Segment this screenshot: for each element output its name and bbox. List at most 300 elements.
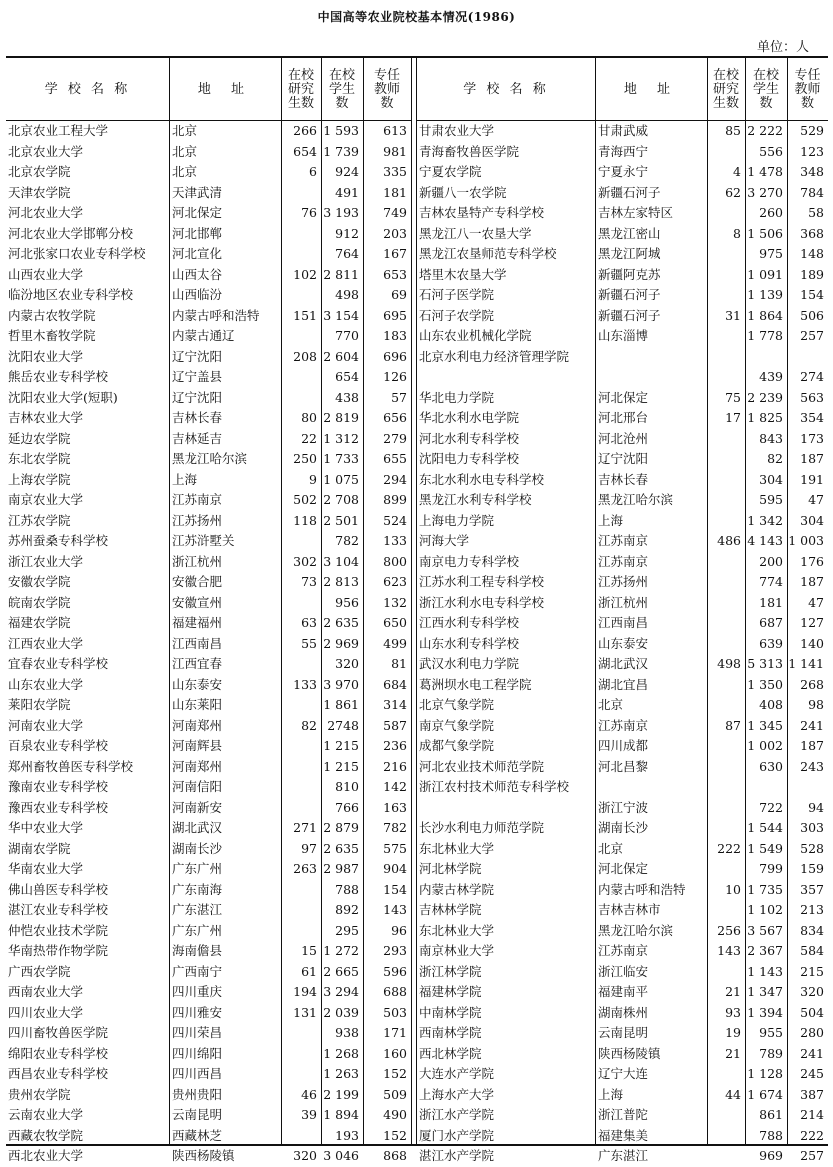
table-header-left — [6, 58, 411, 121]
school-name: 石河子医学院 — [419, 287, 495, 302]
school-name: 仲恺农业技术学院 — [8, 922, 109, 938]
school-name: 云南农业大学 — [8, 1107, 84, 1122]
school-address: 黑龙江哈尔滨 — [598, 922, 674, 938]
student-count: 1 143 — [747, 963, 783, 979]
student-count: 2 199 — [323, 1086, 359, 1102]
grad-count: 19 — [725, 1025, 741, 1040]
school-name: 北京气象学院 — [419, 697, 495, 712]
table-body-left — [6, 121, 411, 1167]
student-count: 789 — [759, 1045, 783, 1061]
school-name: 华中农业大学 — [8, 820, 84, 835]
school-address: 新疆石河子 — [598, 287, 661, 302]
student-count: 2 811 — [323, 266, 359, 282]
teacher-count: 98 — [808, 697, 824, 712]
school-name: 湖南农学院 — [8, 840, 71, 856]
school-address: 安徽宣州 — [172, 594, 223, 610]
student-count: 1 102 — [747, 902, 783, 917]
grad-count: 266 — [293, 123, 317, 138]
school-name: 上海电力学院 — [419, 512, 495, 528]
teacher-count: 148 — [800, 246, 824, 261]
school-address: 河南郑州 — [172, 717, 223, 733]
school-name: 华南农业大学 — [8, 861, 84, 876]
header-grad-right: 在校研究生数 — [712, 67, 739, 111]
school-address: 浙江杭州 — [172, 553, 223, 569]
table-row — [417, 941, 828, 962]
teacher-count: 695 — [383, 307, 407, 323]
school-address: 河北邢台 — [598, 410, 649, 425]
table-header-right — [417, 58, 828, 121]
table-row — [417, 183, 828, 204]
student-count: 1 075 — [323, 471, 359, 487]
school-address: 甘肃武威 — [598, 123, 649, 138]
school-address: 海南儋县 — [172, 943, 223, 958]
grad-count: 271 — [293, 820, 317, 835]
student-count: 1 825 — [747, 410, 783, 425]
table-row — [417, 1044, 828, 1065]
school-address: 内蒙古呼和浩特 — [598, 881, 686, 897]
table-row — [417, 921, 828, 942]
school-address: 吉林吉林市 — [598, 902, 661, 917]
school-name: 贵州农学院 — [8, 1086, 71, 1102]
table-row — [417, 1126, 828, 1147]
table-row — [6, 1126, 411, 1147]
table-row — [6, 1146, 411, 1167]
school-address: 河北保定 — [598, 861, 649, 876]
table-row — [6, 941, 411, 962]
school-name: 河北水利专科学校 — [419, 430, 520, 446]
table-row — [6, 1085, 411, 1106]
student-count: 2 222 — [747, 123, 783, 138]
school-name: 北京农业工程大学 — [8, 123, 109, 138]
student-count: 1 506 — [747, 225, 783, 241]
student-count: 1 733 — [323, 451, 359, 466]
student-count: 3 046 — [323, 1148, 359, 1163]
table-row — [6, 285, 411, 306]
school-address: 浙江临安 — [598, 963, 649, 979]
teacher-count: 623 — [383, 574, 407, 589]
school-address: 福建南平 — [598, 984, 649, 999]
school-name: 四川农业大学 — [8, 1004, 84, 1020]
student-count: 1 894 — [323, 1107, 359, 1122]
table-row — [417, 593, 828, 614]
school-address: 山东泰安 — [172, 676, 223, 692]
student-count: 969 — [759, 1148, 783, 1163]
table-row — [6, 121, 411, 142]
school-name: 沈阳农业大学(短职) — [8, 389, 118, 405]
school-name: 沈阳电力专科学校 — [419, 451, 520, 466]
grad-count: 39 — [301, 1107, 317, 1122]
student-count: 975 — [759, 246, 783, 261]
header-name: 学 校 名 称 — [44, 81, 131, 97]
student-count: 912 — [335, 225, 359, 241]
school-name: 湛江水产学院 — [419, 1148, 495, 1163]
student-count: 1 268 — [323, 1045, 359, 1061]
school-name: 吉林农垦特产专科学校 — [419, 205, 545, 220]
grad-count: 208 — [293, 348, 317, 364]
table-row — [6, 1064, 411, 1085]
table-row — [6, 490, 411, 511]
table-left-half — [6, 58, 411, 1163]
school-address: 山东淄博 — [598, 328, 649, 343]
school-address: 黑龙江哈尔滨 — [172, 451, 248, 466]
school-name: 哲里木畜牧学院 — [8, 328, 96, 343]
table-row — [6, 859, 411, 880]
student-count: 956 — [335, 594, 359, 610]
table-row — [6, 265, 411, 286]
student-count: 1 263 — [323, 1066, 359, 1081]
school-name: 南京农业大学 — [8, 492, 84, 507]
teacher-count: 143 — [383, 902, 407, 917]
school-address: 湖南长沙 — [598, 820, 649, 835]
school-address: 广东湛江 — [598, 1148, 649, 1163]
school-name: 东北林业大学 — [419, 922, 495, 938]
school-name: 华北电力学院 — [419, 389, 495, 405]
student-count: 5 313 — [747, 656, 783, 671]
grad-count: 320 — [293, 1148, 317, 1163]
school-name: 葛洲坝水电工程学院 — [419, 676, 532, 692]
grad-count: 486 — [717, 533, 741, 548]
teacher-count: 241 — [800, 1045, 824, 1061]
teacher-count: 280 — [800, 1025, 824, 1040]
teacher-count: 47 — [808, 594, 824, 610]
grad-count: 21 — [725, 984, 741, 999]
school-address: 广西南宁 — [172, 963, 223, 979]
school-address: 江苏南京 — [172, 492, 223, 507]
teacher-count: 154 — [800, 287, 824, 302]
student-count: 1 544 — [747, 820, 783, 835]
teacher-count: 904 — [383, 861, 407, 876]
teacher-count: 133 — [383, 533, 407, 548]
school-name: 苏州蚕桑专科学校 — [8, 533, 109, 548]
grad-count: 4 — [733, 164, 741, 179]
school-address: 湖北宜昌 — [598, 676, 649, 692]
school-name: 东北农学院 — [8, 451, 71, 466]
school-name: 上海农学院 — [8, 471, 71, 487]
school-name: 豫西农业专科学校 — [8, 799, 109, 815]
table-row — [6, 634, 411, 655]
grad-count: 46 — [301, 1086, 317, 1102]
school-address: 四川西昌 — [172, 1066, 223, 1081]
table-row — [417, 490, 828, 511]
grad-count: 151 — [293, 307, 317, 323]
teacher-count: 181 — [383, 184, 407, 200]
school-name: 浙江林学院 — [419, 963, 482, 979]
student-count: 1 593 — [323, 123, 359, 138]
student-count: 438 — [335, 389, 359, 405]
table-row — [6, 244, 411, 265]
student-count: 498 — [335, 287, 359, 302]
table-row — [6, 716, 411, 737]
school-address: 河南郑州 — [172, 758, 223, 774]
table-row — [6, 777, 411, 798]
school-name: 山东水利专科学校 — [419, 635, 520, 651]
grad-count: 31 — [725, 307, 741, 323]
table-row — [417, 736, 828, 757]
school-address: 江西南昌 — [598, 615, 649, 630]
table-row — [6, 982, 411, 1003]
school-name: 莱阳农学院 — [8, 697, 71, 712]
table-row — [417, 654, 828, 675]
student-count: 766 — [335, 799, 359, 815]
school-address: 湖南株州 — [598, 1004, 649, 1020]
school-address: 四川绵阳 — [172, 1045, 223, 1061]
teacher-count: 94 — [808, 799, 824, 815]
school-name: 南京电力专科学校 — [419, 553, 520, 569]
student-count: 304 — [759, 471, 783, 487]
school-address: 北京 — [172, 164, 198, 179]
table-row — [417, 142, 828, 163]
school-name: 华南热带作物学院 — [8, 943, 109, 958]
school-name: 福建林学院 — [419, 984, 482, 999]
teacher-count: 47 — [808, 492, 824, 507]
student-count: 2 604 — [323, 348, 359, 364]
teacher-count: 58 — [808, 205, 824, 220]
student-count: 1 215 — [323, 738, 359, 753]
school-address: 浙江宁波 — [598, 799, 649, 815]
school-address: 江苏南京 — [598, 943, 649, 958]
student-count: 2 635 — [323, 840, 359, 856]
table-row — [6, 552, 411, 573]
school-name: 江西水利专科学校 — [419, 615, 520, 630]
student-count: 2 039 — [323, 1004, 359, 1020]
table-row — [417, 1105, 828, 1126]
teacher-count: 152 — [383, 1127, 407, 1143]
grad-count: 82 — [301, 717, 317, 733]
grad-count: 222 — [717, 840, 741, 856]
student-count: 1 861 — [323, 697, 359, 712]
table-row — [417, 531, 828, 552]
teacher-count: 96 — [391, 922, 407, 938]
student-count: 1 864 — [747, 307, 783, 323]
student-count: 654 — [335, 369, 359, 384]
header-address-right: 地 址 — [623, 81, 679, 97]
school-address: 河南信阳 — [172, 779, 223, 794]
teacher-count: 171 — [383, 1025, 407, 1040]
school-name: 绵阳农业专科学校 — [8, 1045, 109, 1061]
table-row — [6, 1044, 411, 1065]
teacher-count: 160 — [383, 1045, 407, 1061]
student-count: 782 — [335, 533, 359, 548]
teacher-count: 650 — [383, 615, 407, 630]
data-table — [6, 56, 828, 1163]
teacher-count: 257 — [800, 328, 824, 343]
table-row — [417, 716, 828, 737]
table-row — [417, 900, 828, 921]
student-count: 2 635 — [323, 615, 359, 630]
teacher-count: 490 — [383, 1107, 407, 1122]
school-address: 云南昆明 — [598, 1025, 649, 1040]
school-address: 天津武清 — [172, 184, 223, 200]
header-address: 地 址 — [197, 81, 253, 97]
table-row — [6, 326, 411, 347]
table-row — [6, 531, 411, 552]
school-address: 新疆石河子 — [598, 184, 661, 200]
grad-count: 302 — [293, 553, 317, 569]
school-address: 江苏南京 — [598, 553, 649, 569]
student-count: 2 708 — [323, 492, 359, 507]
teacher-count: 216 — [383, 758, 407, 774]
school-address: 吉林延吉 — [172, 430, 223, 446]
teacher-count: 241 — [800, 717, 824, 733]
header-grad: 在校研究生数 — [287, 67, 314, 111]
table-row — [6, 183, 411, 204]
table-row — [6, 818, 411, 839]
student-count: 1 215 — [323, 758, 359, 774]
school-address: 宁夏永宁 — [598, 164, 649, 179]
teacher-count: 684 — [383, 676, 407, 692]
student-count: 788 — [335, 881, 359, 897]
table-row — [417, 388, 828, 409]
teacher-count: 524 — [383, 512, 407, 528]
school-address: 浙江杭州 — [598, 594, 649, 610]
school-name: 江苏水利工程专科学校 — [419, 574, 545, 589]
school-name: 西南农业大学 — [8, 984, 84, 999]
table-row — [6, 736, 411, 757]
student-count: 2 879 — [323, 820, 359, 835]
school-address: 黑龙江哈尔滨 — [598, 492, 674, 507]
teacher-count: 303 — [800, 820, 824, 835]
student-count: 193 — [335, 1127, 359, 1143]
school-name: 南京气象学院 — [419, 717, 495, 733]
school-address: 山西太谷 — [172, 266, 223, 282]
teacher-count: 257 — [800, 1148, 824, 1163]
table-row — [6, 880, 411, 901]
teacher-count: 167 — [383, 246, 407, 261]
teacher-count: 203 — [383, 225, 407, 241]
table-row — [417, 265, 828, 286]
school-name: 河北林学院 — [419, 861, 482, 876]
school-address: 上海 — [598, 1086, 624, 1102]
table-row — [6, 798, 411, 819]
student-count: 2 501 — [323, 512, 359, 528]
teacher-count: 509 — [383, 1086, 407, 1102]
table-row — [6, 1105, 411, 1126]
school-name: 浙江水产学院 — [419, 1107, 495, 1122]
grad-count: 6 — [309, 164, 317, 179]
student-count: 2 987 — [323, 861, 359, 876]
school-name: 甘肃农业大学 — [419, 123, 495, 138]
school-address: 辽宁盖县 — [172, 369, 223, 384]
school-address: 福建福州 — [172, 615, 223, 630]
table-row — [417, 962, 828, 983]
table-row — [417, 470, 828, 491]
school-address: 北京 — [598, 840, 624, 856]
teacher-count: 274 — [800, 369, 824, 384]
school-name: 吉林农业大学 — [8, 410, 84, 425]
school-address: 河北沧州 — [598, 430, 649, 446]
school-address: 江苏浒墅关 — [172, 533, 235, 548]
school-name: 黑龙江水利专科学校 — [419, 492, 532, 507]
teacher-count: 749 — [383, 205, 407, 220]
teacher-count: 189 — [800, 266, 824, 282]
school-address: 青海西宁 — [598, 143, 649, 159]
student-count: 2748 — [327, 717, 359, 733]
student-count: 3 193 — [323, 205, 359, 220]
table-row — [417, 695, 828, 716]
school-name: 江西农业大学 — [8, 635, 84, 651]
school-name: 北京农学院 — [8, 164, 71, 179]
student-count: 2 819 — [323, 410, 359, 425]
table-row — [6, 367, 411, 388]
teacher-count: 173 — [800, 430, 824, 446]
teacher-count: 1 141 — [788, 656, 824, 671]
student-count: 1 345 — [747, 717, 783, 733]
teacher-count: 335 — [383, 164, 407, 179]
table-row — [417, 306, 828, 327]
table-row — [417, 777, 828, 818]
table-row — [6, 388, 411, 409]
school-address: 江苏扬州 — [172, 512, 223, 528]
school-name: 厦门水产学院 — [419, 1127, 495, 1143]
teacher-count: 357 — [800, 881, 824, 897]
school-name: 山东农业机械化学院 — [419, 328, 532, 343]
table-row — [417, 1146, 828, 1167]
table-row — [417, 429, 828, 450]
grad-count: 133 — [293, 676, 317, 692]
student-count: 595 — [759, 492, 783, 507]
student-count: 1 394 — [747, 1004, 783, 1020]
grad-count: 85 — [725, 123, 741, 138]
table-row — [417, 1023, 828, 1044]
school-name: 东北水利水电专科学校 — [419, 471, 545, 487]
teacher-count: 529 — [800, 123, 824, 138]
student-count: 2 239 — [747, 389, 783, 405]
table-row — [417, 121, 828, 142]
teacher-count: 503 — [383, 1004, 407, 1020]
table-row — [417, 634, 828, 655]
school-address: 山东莱阳 — [172, 697, 223, 712]
grad-count: 502 — [293, 492, 317, 507]
school-address: 广东广州 — [172, 922, 223, 938]
school-address: 辽宁沈阳 — [172, 348, 223, 364]
school-address: 广东南海 — [172, 881, 223, 897]
table-row — [417, 244, 828, 265]
table-row — [6, 1023, 411, 1044]
school-name: 内蒙古林学院 — [419, 881, 495, 897]
school-address: 河北宣化 — [172, 246, 223, 261]
student-count: 799 — [759, 861, 783, 876]
table-right-half — [417, 58, 828, 1163]
teacher-count: 320 — [800, 984, 824, 999]
table-row — [417, 859, 828, 880]
teacher-count: 152 — [383, 1066, 407, 1081]
school-name: 豫南农业专科学校 — [8, 779, 109, 794]
grad-count: 654 — [293, 143, 317, 159]
table-row — [6, 593, 411, 614]
school-address: 河北保定 — [172, 205, 223, 220]
school-name: 皖南农学院 — [8, 594, 71, 610]
teacher-count: 126 — [383, 369, 407, 384]
grad-count: 44 — [725, 1086, 741, 1102]
school-name: 安徽农学院 — [8, 574, 71, 589]
teacher-count: 613 — [383, 123, 407, 138]
teacher-count: 800 — [383, 553, 407, 569]
school-name: 北京农业大学 — [8, 143, 84, 159]
school-name: 沈阳农业大学 — [8, 348, 84, 364]
school-name: 河南农业大学 — [8, 717, 84, 733]
school-name: 成都气象学院 — [419, 738, 495, 753]
student-count: 1 674 — [747, 1086, 783, 1102]
teacher-count: 140 — [800, 635, 824, 651]
school-address: 贵州贵阳 — [172, 1086, 223, 1102]
teacher-count: 696 — [383, 348, 407, 364]
teacher-count: 57 — [391, 389, 407, 405]
table-row — [417, 449, 828, 470]
table-row — [417, 162, 828, 183]
table-row — [417, 818, 828, 839]
school-name: 长沙水利电力师范学院 — [419, 820, 545, 835]
student-count: 320 — [335, 656, 359, 671]
